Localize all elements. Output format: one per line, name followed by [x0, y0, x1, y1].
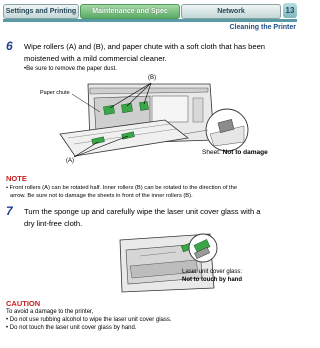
laser-unit-illustration	[0, 230, 300, 294]
note-line-1: • Front rollers (A) can be rotated half. Inner rollers (B) can be rotated to the direction of the	[6, 185, 238, 191]
caution-item-2: • Do not touch the laser unit cover glass by hand.	[6, 325, 137, 331]
note-title: NOTE	[6, 174, 27, 183]
sheet-warning-text: Not to damage	[222, 149, 268, 156]
sheet-label: Sheet:	[202, 149, 221, 156]
tab-network[interactable]: Network	[181, 4, 281, 19]
caution-title: CAUTION	[6, 299, 41, 308]
step-6-text-line-1: Wipe rollers (A) and (B), and paper chute with a soft cloth that has been	[24, 42, 266, 51]
caution-item-1: • Do not use rubbing alcohol to wipe the laser unit cover glass.	[6, 317, 172, 323]
laser-glass-label: Laser unit cover glass:	[182, 269, 243, 275]
step-7-text-line-1: Turn the sponge up and carefully wipe the laser unit cover glass with a	[24, 207, 261, 216]
label-rollers-a: (A)	[66, 158, 74, 164]
step-6-subnote: •Be sure to remove the paper dust.	[24, 66, 117, 72]
step-6-text-line-2: moistened with a mild commercial cleaner.	[24, 54, 167, 63]
tab-maintenance-and-spec[interactable]: Maintenance and Spec	[80, 4, 180, 19]
step-7-text-line-2: dry lint-free cloth.	[24, 219, 83, 228]
header-divider	[3, 19, 297, 22]
step-7-number: 7	[6, 204, 13, 218]
step-6-number: 6	[6, 39, 13, 53]
page-number-badge: 13	[283, 3, 297, 18]
label-rollers-b: (B)	[148, 75, 156, 81]
printer-rollers-illustration	[0, 72, 300, 172]
caution-intro: To avoid a damage to the printer,	[6, 309, 94, 315]
section-title: Cleaning the Printer	[229, 24, 296, 31]
note-line-2: arrow. Be sure not to damage the sheets in front of the inner rollers (B).	[10, 193, 193, 199]
tab-settings-and-printing[interactable]: Settings and Printing	[3, 4, 79, 19]
label-paper-chute: Paper chute	[40, 90, 70, 96]
laser-glass-warning: Not to touch by hand	[182, 277, 242, 283]
sheet-warning-label	[202, 149, 268, 157]
